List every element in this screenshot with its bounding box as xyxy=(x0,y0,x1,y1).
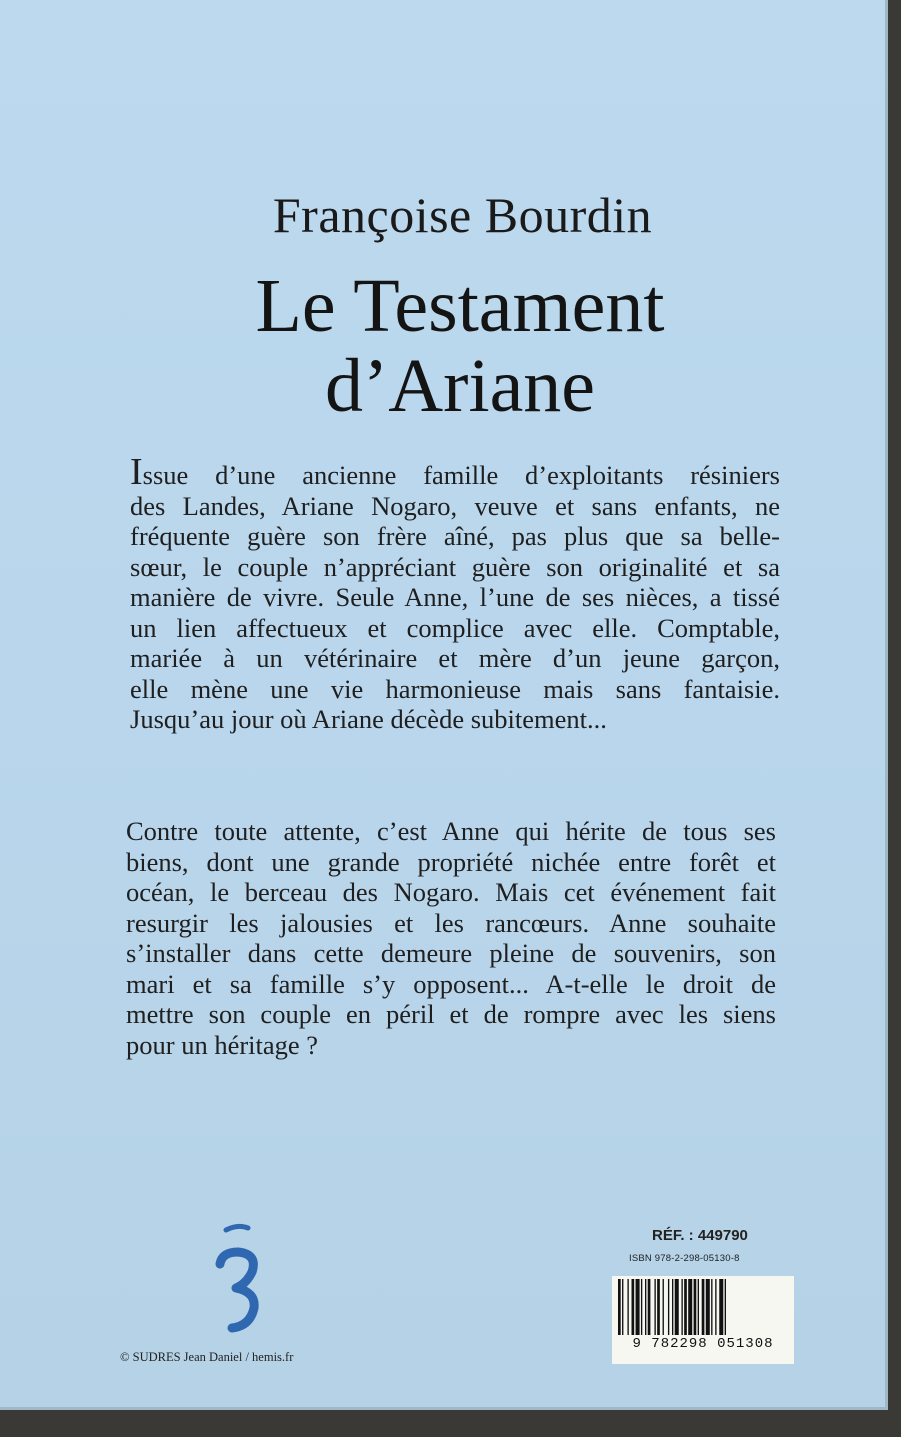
barcode-bar xyxy=(711,1279,712,1335)
barcode-bar xyxy=(657,1279,660,1335)
barcode-bar xyxy=(725,1279,726,1335)
text-line: Contre toute attente, c’est Anne qui hérite de tous ses xyxy=(126,816,776,846)
barcode-bar xyxy=(627,1279,628,1335)
barcode-bar xyxy=(654,1279,655,1335)
publisher-logo-icon xyxy=(212,1222,268,1334)
text-line: océan, le berceau des Nogaro. Mais cet événement fait xyxy=(126,877,776,907)
text-line: manière de vivre. Seule Anne, l’une de ses nièces, a tissé xyxy=(130,582,780,612)
text-line: mari et sa famille s’y opposent... A-t-elle le droit de xyxy=(126,968,776,999)
barcode-bar xyxy=(618,1279,621,1335)
text-line: mariée à un vétérinaire et mère d’un jeune garçon, xyxy=(130,643,780,673)
barcode-bar xyxy=(684,1279,687,1335)
barcode-bar xyxy=(645,1279,646,1335)
reference-number: RÉF. : 449790 xyxy=(652,1227,748,1244)
synopsis-paragraph-2 xyxy=(126,816,776,1060)
text-line: elle mène une vie harmonieuse mais sans fantaisie. xyxy=(130,673,780,704)
barcode-icon xyxy=(612,1276,794,1364)
text-line: s’installer dans cette demeure pleine de souvenirs, son xyxy=(126,938,776,968)
barcode-bar xyxy=(715,1279,716,1335)
barcode-bar xyxy=(698,1279,699,1335)
barcode-bar xyxy=(636,1279,640,1335)
barcode-bar xyxy=(632,1279,635,1335)
text-line: des Landes, Ariane Nogaro, veuve et sans enfants, ne xyxy=(130,490,780,521)
barcode-digits: 9 782298 051308 xyxy=(632,1336,774,1352)
text-line: un lien affectueux et complice avec elle. Comptable, xyxy=(130,612,780,643)
photo-credit: © SUDRES Jean Daniel / hemis.fr xyxy=(120,1350,294,1364)
barcode-bar xyxy=(668,1279,669,1335)
barcode-bar xyxy=(663,1279,664,1335)
barcode-bar xyxy=(719,1279,723,1335)
drop-cap: I xyxy=(130,451,143,493)
book-title-line-1: Le Testament xyxy=(255,264,665,348)
text-line: pour un héritage ? xyxy=(126,1029,319,1060)
text-line: biens, dont une grande propriété nichée entre forêt et xyxy=(126,846,776,877)
synopsis-paragraph-1 xyxy=(130,451,780,735)
barcode-bar xyxy=(681,1279,682,1335)
isbn-number: ISBN 978-2-298-05130-8 xyxy=(629,1253,740,1264)
barcode-bar xyxy=(641,1279,642,1335)
text-line: Issue d’une ancienne famille d’exploitants résiniers xyxy=(130,451,780,493)
barcode-bar xyxy=(702,1279,705,1335)
barcode-bar xyxy=(688,1279,692,1335)
barcode-bar xyxy=(694,1279,697,1335)
text-line: mettre son couple en péril et de rompre avec les siens xyxy=(126,999,776,1029)
barcode-bar xyxy=(672,1279,673,1335)
barcode-bar xyxy=(622,1279,623,1335)
text-line: resurgir les jalousies et les rancœurs. Anne souhaite xyxy=(126,907,776,938)
text-line: fréquente guère son frère aîné, pas plus que sa belle- xyxy=(130,521,780,551)
book-title-line-2: d’Ariane xyxy=(324,344,596,428)
text-line: sœur, le couple n’appréciant guère son originalité et sa xyxy=(130,551,780,582)
barcode-bar xyxy=(706,1279,710,1335)
barcode-bar xyxy=(648,1279,651,1335)
author-name: Françoise Bourdin xyxy=(272,187,653,243)
text-line: Jusqu’au jour où Ariane décède subitement... xyxy=(130,704,607,734)
barcode-bar xyxy=(675,1279,679,1335)
